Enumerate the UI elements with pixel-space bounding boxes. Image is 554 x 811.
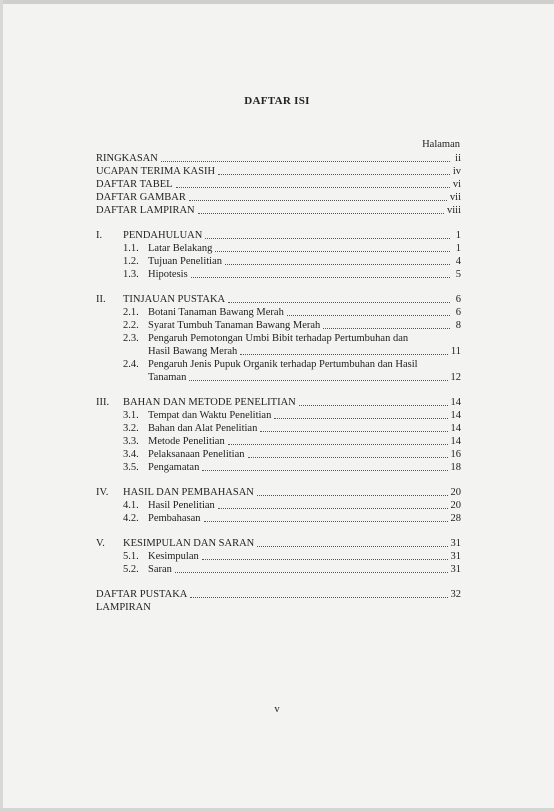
toc-subsection-continuation [148,371,461,384]
subsection-label-cont: Hasil Bawang Merah [148,346,238,357]
subsection-label: Pengamatan [148,462,200,473]
toc-entry-page: viii [446,205,461,216]
leader-dots [260,430,447,432]
subsection-number: 3.4. [123,449,139,460]
subsection-number: 3.1. [123,410,139,421]
leader-dots [204,520,448,522]
page-number: v [274,704,280,715]
leader-dots [198,212,444,214]
leader-dots [218,173,450,175]
toc-entry-page: vi [452,179,461,190]
subsection-number: 1.2. [123,256,139,267]
toc-entry-page: 5 [455,269,461,280]
toc-entry [96,191,461,204]
subsection-number: 1.1. [123,243,139,254]
leader-dots [228,301,450,303]
subsection-number: 3.5. [123,462,139,473]
subsection-label: Pengaruh Jenis Pupuk Organik terhadap Pertumbuhan dan Hasil [148,359,418,370]
toc-subsection [123,242,461,255]
toc-entry-label: UCAPAN TERIMA KASIH [96,166,216,177]
toc-subsection [123,306,461,319]
subsection-label: Saran [148,564,172,575]
leader-dots [190,596,447,598]
subsection-number: 3.3. [123,436,139,447]
subsection-label: Tempat dan Waktu Penelitian [148,410,272,421]
subsection-number: 5.1. [123,551,139,562]
subsection-number: 5.2. [123,564,139,575]
toc-subsection [123,550,461,563]
toc-entry-label: DAFTAR TABEL [96,179,173,190]
toc-entry-page: 16 [450,449,461,460]
toc-chapter [96,229,461,242]
leader-dots [225,263,450,265]
toc-subsection [123,448,461,461]
toc-chapter [96,293,461,306]
subsection-number: 3.2. [123,423,139,434]
subsection-number: 2.2. [123,320,139,331]
toc-chapter [96,396,461,409]
toc-subsection [123,512,461,525]
toc-subsection-first-line [123,358,461,371]
subsection-label: Hipotesis [148,269,188,280]
toc-subsection-first-line [123,332,461,345]
toc-subsection [123,319,461,332]
subsection-label: Latar Belakang [148,243,213,254]
toc-entry [96,165,461,178]
toc-entry-page: 31 [450,538,461,549]
leader-dots [240,353,448,355]
toc-entry-label: RINGKASAN [96,153,158,164]
chapter-number: III. [96,397,110,408]
leader-dots [299,404,448,406]
toc-chapter [96,486,461,499]
toc-entry-page: 14 [450,423,461,434]
subsection-label: Kesimpulan [148,551,199,562]
toc-entry-label: LAMPIRAN [96,602,151,613]
chapter-label: TINJAUAN PUSTAKA [123,294,226,305]
toc-entry-label: DAFTAR PUSTAKA [96,589,188,600]
leader-dots [189,199,447,201]
leader-dots [202,558,448,560]
toc-entry-page: 1 [455,243,461,254]
toc-entry-page: 28 [450,513,461,524]
leader-dots [274,417,447,419]
subsection-label-cont: Tanaman [148,372,187,383]
subsection-label: Pengaruh Pemotongan Umbi Bibit terhadap Pertumbuhan dan [148,333,409,344]
chapter-label: PENDAHULUAN [123,230,203,241]
toc-subsection [123,461,461,474]
leader-dots [202,469,447,471]
toc-entry-page: iv [452,166,461,177]
chapter-label: HASIL DAN PEMBAHASAN [123,487,254,498]
leader-dots [287,314,450,316]
leader-dots [323,327,450,329]
subsection-number: 2.4. [123,359,139,370]
toc-entry-page: 1 [455,230,461,241]
toc-entry-page: 20 [450,500,461,511]
leader-dots [176,186,450,188]
toc-entry [96,178,461,191]
subsection-number: 4.2. [123,513,139,524]
chapter-number: I. [96,230,103,241]
toc-entry-page: 11 [450,346,461,357]
toc-entry [96,204,461,217]
toc-subsection-continuation [148,345,461,358]
toc-entry [96,588,461,601]
toc-entry-page: 12 [450,372,461,383]
toc-subsection [123,499,461,512]
toc-entry-page: 32 [450,589,461,600]
leader-dots [215,250,450,252]
halaman-label: Halaman [422,139,460,150]
toc-entry-page: 31 [450,564,461,575]
toc-entry-page: 14 [450,410,461,421]
toc-entry-page: ii [455,153,461,164]
subsection-label: Pelaksanaan Penelitian [148,449,245,460]
toc-entry-page: 6 [455,294,461,305]
toc-entry-page: 20 [450,487,461,498]
toc-chapter [96,537,461,550]
toc-subsection [123,409,461,422]
toc-entry-page: 18 [450,462,461,473]
subsection-number: 4.1. [123,500,139,511]
subsection-number: 2.1. [123,307,139,318]
leader-dots [191,276,450,278]
toc-entry [96,601,461,614]
toc-entry-label: DAFTAR GAMBAR [96,192,186,203]
leader-dots [257,545,447,547]
toc-subsection [123,268,461,281]
toc-subsection [123,563,461,576]
chapter-number: V. [96,538,105,549]
chapter-number: IV. [96,487,109,498]
subsection-number: 1.3. [123,269,139,280]
scan-edge-top [0,0,554,4]
leader-dots [248,456,448,458]
leader-dots [175,571,448,573]
toc-entry-page: vii [449,192,461,203]
toc-entry-page: 14 [450,397,461,408]
toc-entry-page: 8 [455,320,461,331]
subsection-label: Botani Tanaman Bawang Merah [148,307,284,318]
leader-dots [161,160,450,162]
subsection-label: Pembahasan [148,513,201,524]
toc-subsection [123,255,461,268]
leader-dots [257,494,448,496]
toc-subsection [123,422,461,435]
leader-dots [189,379,447,381]
subsection-label: Syarat Tumbuh Tanaman Bawang Merah [148,320,321,331]
leader-dots [228,443,448,445]
subsection-label: Bahan dan Alat Penelitian [148,423,258,434]
toc-entry [96,152,461,165]
page-title: DAFTAR ISI [244,95,310,107]
subsection-number: 2.3. [123,333,139,344]
chapter-label: BAHAN DAN METODE PENELITIAN [123,397,296,408]
toc-subsection [123,435,461,448]
leader-dots [205,237,450,239]
toc-entry-page: 31 [450,551,461,562]
leader-dots [218,507,448,509]
chapter-number: II. [96,294,106,305]
chapter-label: KESIMPULAN DAN SARAN [123,538,255,549]
subsection-label: Tujuan Penelitian [148,256,222,267]
toc-entry-page: 6 [455,307,461,318]
subsection-label: Metode Penelitian [148,436,225,447]
toc-entry-page: 14 [450,436,461,447]
toc-entry-label: DAFTAR LAMPIRAN [96,205,195,216]
subsection-label: Hasil Penelitian [148,500,215,511]
scan-edge-left [0,0,3,811]
toc-entry-page: 4 [455,256,461,267]
